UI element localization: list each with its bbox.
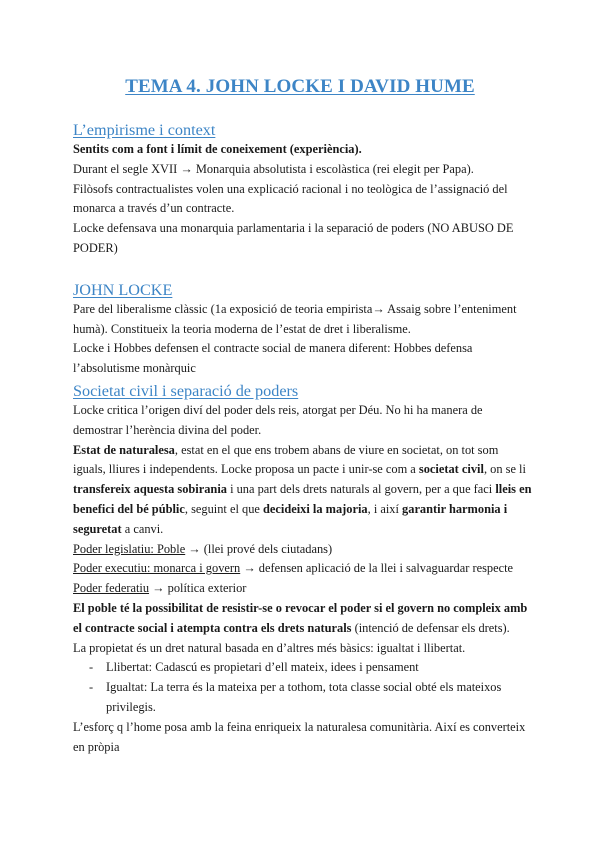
list-item: - Llibertat: Cadascú es propietari d’ell mateix, idees i pensament: [73, 658, 533, 678]
text-span: , estat en el que ens trobem abans de viure en societat, on tot som iguals, lliures i independents. Locke proposa un pacte i unir-se com a: [73, 442, 499, 477]
underlined-term: Poder executiu: monarca i govern: [73, 561, 241, 576]
paragraph-estat-naturalesa: [73, 441, 533, 540]
list-item: - Igualtat: La terra és la mateixa per a tothom, tota classe social obté els mateixos privilegis.: [73, 678, 533, 718]
bold-term: societat civil: [418, 462, 484, 477]
underlined-term: Poder legislatiu: Poble: [73, 541, 186, 556]
text-span: (intenció de defensar els drets).: [351, 620, 510, 635]
bullet-list: [73, 658, 533, 717]
paragraph: La propietat és un dret natural basada en d’altres més bàsics: igualtat i llibertat.: [73, 640, 466, 655]
section-heading-societat-civil: Societat civil i separació de poders: [73, 381, 299, 400]
section-heading-john-locke: JOHN LOCKE: [73, 280, 173, 299]
underlined-term: Poder federatiu: [73, 581, 150, 596]
paragraph-poder-legislatiu: [73, 540, 533, 560]
bold-term: garantir harmonia i seguretat: [73, 501, 508, 536]
paragraph: Locke i Hobbes defensen el contracte social de manera diferent: Hobbes defensa l’absolutisme monàrquic: [73, 341, 473, 376]
text-span: → defensen aplicació de la llei i salvaguardar respecte: [240, 561, 514, 576]
paragraph: L’esforç q l’home posa amb la feina enriqueix la naturalesa comunitària. Així es converteix en pròpia: [73, 719, 526, 754]
text-span: , i així: [367, 501, 403, 516]
bold-term: lleis en benefici del bé públic: [73, 482, 532, 516]
paragraph-poder-executiu: [73, 559, 533, 579]
document-body: [73, 120, 533, 757]
text-span: , seguint el que: [184, 501, 263, 516]
paragraph: Filòsofs contractualistes volen una explicació racional i no teològica de l’assignació del monarca a través d’un contracte.: [73, 181, 508, 216]
bold-term: El poble té la possibilitat de resistir-se o revocar el poder si el govern no compleix amb el contracte social i atempta contra els drets naturals: [73, 600, 528, 635]
text-span: → (llei prové dels ciutadans): [185, 541, 333, 556]
bold-term: Estat de naturalesa: [73, 442, 175, 457]
paragraph: Locke critica l’origen diví del poder dels reis, atorgat per Déu. No hi ha manera de demostrar l’herència divina del poder.: [73, 402, 483, 437]
paragraph: Sentits com a font i límit de coneixement (experiència).: [73, 142, 362, 156]
paragraph: Locke defensava una monarquia parlamentaria i la separació de poders (NO ABUSO DE PODER): [73, 221, 514, 255]
text-span: i una part dels drets naturals al govern, per a que faci: [226, 482, 496, 497]
bold-term: decideixi la majoria: [263, 501, 368, 516]
text-span: → política exterior: [149, 581, 247, 596]
paragraph-poder-federatiu: [73, 579, 533, 599]
section-heading-empirisme: L’empirisme i context: [73, 121, 216, 139]
bold-term: transfereix aquesta sobirania: [73, 482, 227, 497]
text-span: a canvi.: [121, 521, 164, 536]
paragraph: Pare del liberalisme clàssic (1a exposició de teoria empirista→ Assaig sobre l’enteniment humà). Constitueix la teoria moderna de l’estat de dret i liberalisme.: [73, 301, 517, 336]
page-title: TEMA 4. JOHN LOCKE I DAVID HUME: [125, 76, 475, 97]
spacer: [73, 259, 533, 280]
text-span: , on se li: [483, 462, 526, 477]
paragraph: Durant el segle XVII → Monarquia absolutista i escolàstica (rei elegit per Papa).: [73, 161, 474, 176]
paragraph-resistencia: [73, 599, 533, 639]
